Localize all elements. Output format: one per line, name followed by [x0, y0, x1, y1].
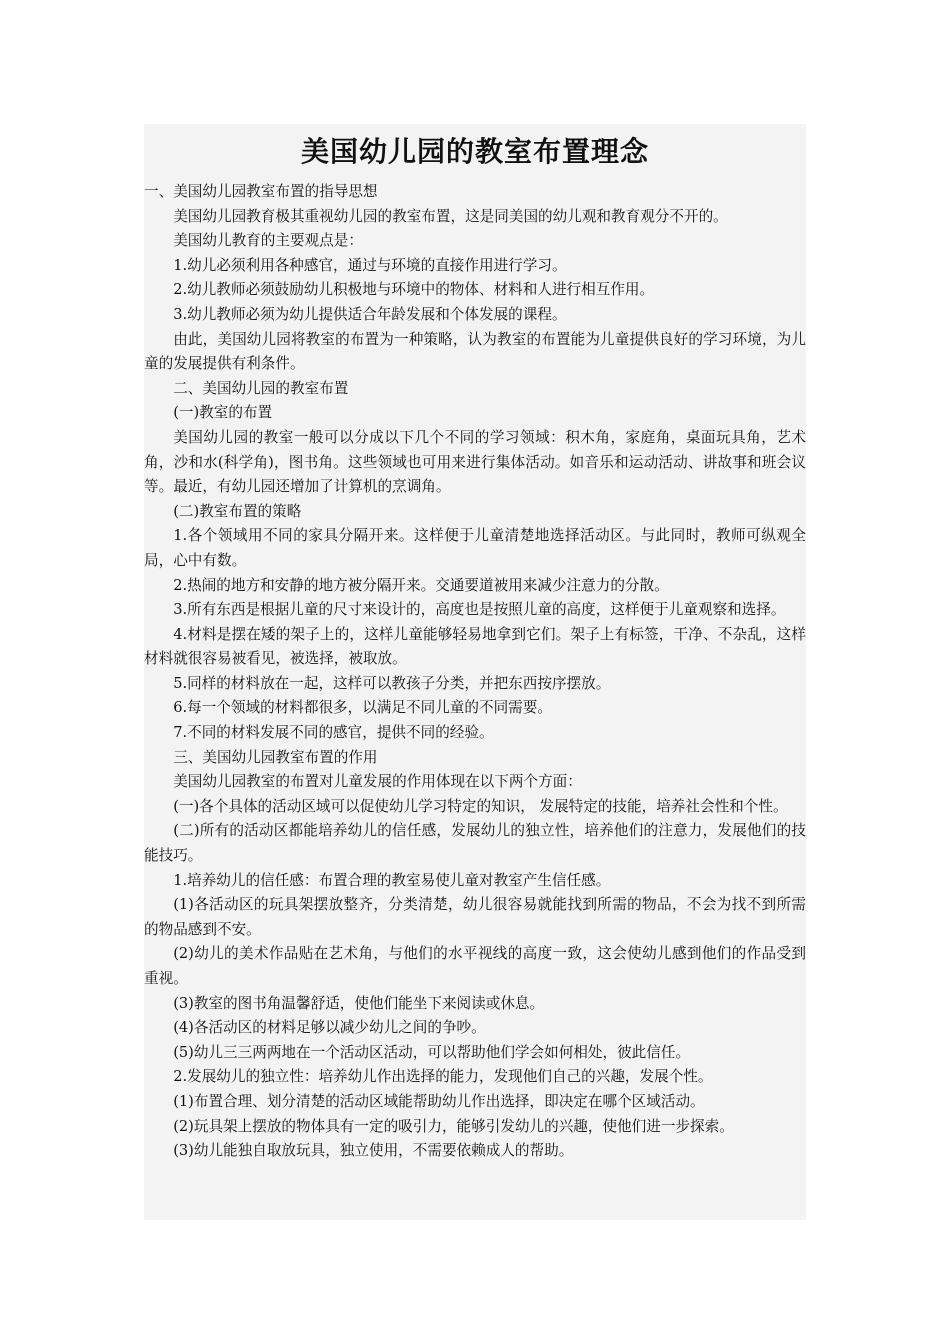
- paragraph: (3)教室的图书角温馨舒适，使他们能坐下来阅读或休息。: [173, 994, 545, 1012]
- paragraph: 美国幼儿园教育极其重视幼儿园的教室布置，这是同美国的幼儿观和教育观分不开的。: [173, 207, 728, 225]
- paragraph: 三、美国幼儿园教室布置的作用: [173, 748, 378, 766]
- paragraph: (1)布置合理、划分清楚的活动区域能帮助幼儿作出选择，即决定在哪个区域活动。: [173, 1092, 705, 1110]
- paragraph: 1.幼儿必须利用各种感官，通过与环境的直接作用进行学习。: [173, 256, 567, 274]
- paragraph: (2)幼儿的美术作品贴在艺术角，与他们的水平视线的高度一致，这会使幼儿感到他们的作品受到重视。: [144, 945, 806, 987]
- paragraph: 2.幼儿教师必须鼓励幼儿积极地与环境中的物体、材料和人进行相互作用。: [173, 281, 655, 299]
- paragraph: (4)各活动区的材料足够以减少幼儿之间的争吵。: [173, 1019, 486, 1037]
- paragraph: (二)教室布置的策略: [173, 502, 302, 520]
- paragraph: 3.幼儿教师必须为幼儿提供适合年龄发展和个体发展的课程。: [173, 305, 567, 323]
- paragraph: 2.热闹的地方和安静的地方被分隔开来。交通要道被用来减少注意力的分散。: [173, 576, 669, 594]
- paragraph: (1)各活动区的玩具架摆放整齐，分类清楚，幼儿很容易就能找到所需的物品，不会为找不到所需的物品感到不安。: [144, 896, 806, 938]
- paragraph: (一)教室的布置: [173, 404, 273, 422]
- paragraph: 由此，美国幼儿园将教室的布置为一种策略，认为教室的布置能为儿童提供良好的学习环境，为儿童的发展提供有利条件。: [144, 330, 806, 373]
- paragraph: (二)所有的活动区都能培养幼儿的信任感，发展幼儿的独立性，培养他们的注意力，发展他们的技能技巧。: [144, 822, 806, 865]
- document-body: [144, 180, 806, 1164]
- document-page: [144, 124, 806, 1220]
- paragraph: 7.不同的材料发展不同的感官，提供不同的经验。: [173, 724, 494, 742]
- paragraph: 3.所有东西是根据儿童的尺寸来设计的，高度也是按照儿童的高度，这样便于儿童观察和选择。: [173, 601, 786, 619]
- paragraph: 4.材料是摆在矮的架子上的，这样儿童能够轻易地拿到它们。架子上有标签，干净、不杂乱，这样材料就很容易被看见，被选择，被取放。: [144, 625, 806, 668]
- document-title: 美国幼儿园的教室布置理念: [300, 135, 649, 168]
- paragraph: (3)幼儿能独自取放玩具，独立使用，不需要依赖成人的帮助。: [173, 1142, 574, 1160]
- paragraph: 一、美国幼儿园教室布置的指导思想: [144, 183, 378, 200]
- paragraph: 1.培养幼儿的信任感：布置合理的教室易使儿童对教室产生信任感。: [173, 871, 611, 889]
- paragraph: (5)幼儿三三两两地在一个活动区活动，可以帮助他们学会如何相处，彼此信任。: [173, 1043, 691, 1061]
- paragraph: 6.每一个领域的材料都很多，以满足不同儿童的不同需要。: [173, 699, 552, 717]
- paragraph: 美国幼儿园教室的布置对儿童发展的作用体现在以下两个方面：: [173, 773, 582, 791]
- paragraph: 二、美国幼儿园的教室布置: [173, 379, 349, 397]
- paragraph: (一)各个具体的活动区域可以促使幼儿学习特定的知识， 发展特定的技能，培养社会性和个性。: [173, 797, 788, 815]
- paragraph: 5.同样的材料放在一起，这样可以教孩子分类，并把东西按序摆放。: [173, 674, 611, 692]
- paragraph: 1.各个领域用不同的家具分隔开来。这样便于儿童清楚地选择活动区。与此同时，教师可纵观全局，心中有数。: [144, 527, 806, 569]
- paragraph: (2)玩具架上摆放的物体具有一定的吸引力，能够引发幼儿的兴趣，使他们进一步探索。: [173, 1117, 734, 1135]
- paragraph: 美国幼儿教育的主要观点是：: [173, 232, 363, 250]
- paragraph: 2.发展幼儿的独立性：培养幼儿作出选择的能力，发现他们自己的兴趣，发展个性。: [173, 1068, 713, 1086]
- paragraph: 美国幼儿园的教室一般可以分成以下几个不同的学习领域：积木角，家庭角，桌面玩具角，艺术角，沙和水(科学角)，图书角。这些领域也可用来进行集体活动。如音乐和运动活动、讲故事和班会议等。最近，有幼儿园还增加了计算机的烹调角。: [144, 428, 806, 496]
